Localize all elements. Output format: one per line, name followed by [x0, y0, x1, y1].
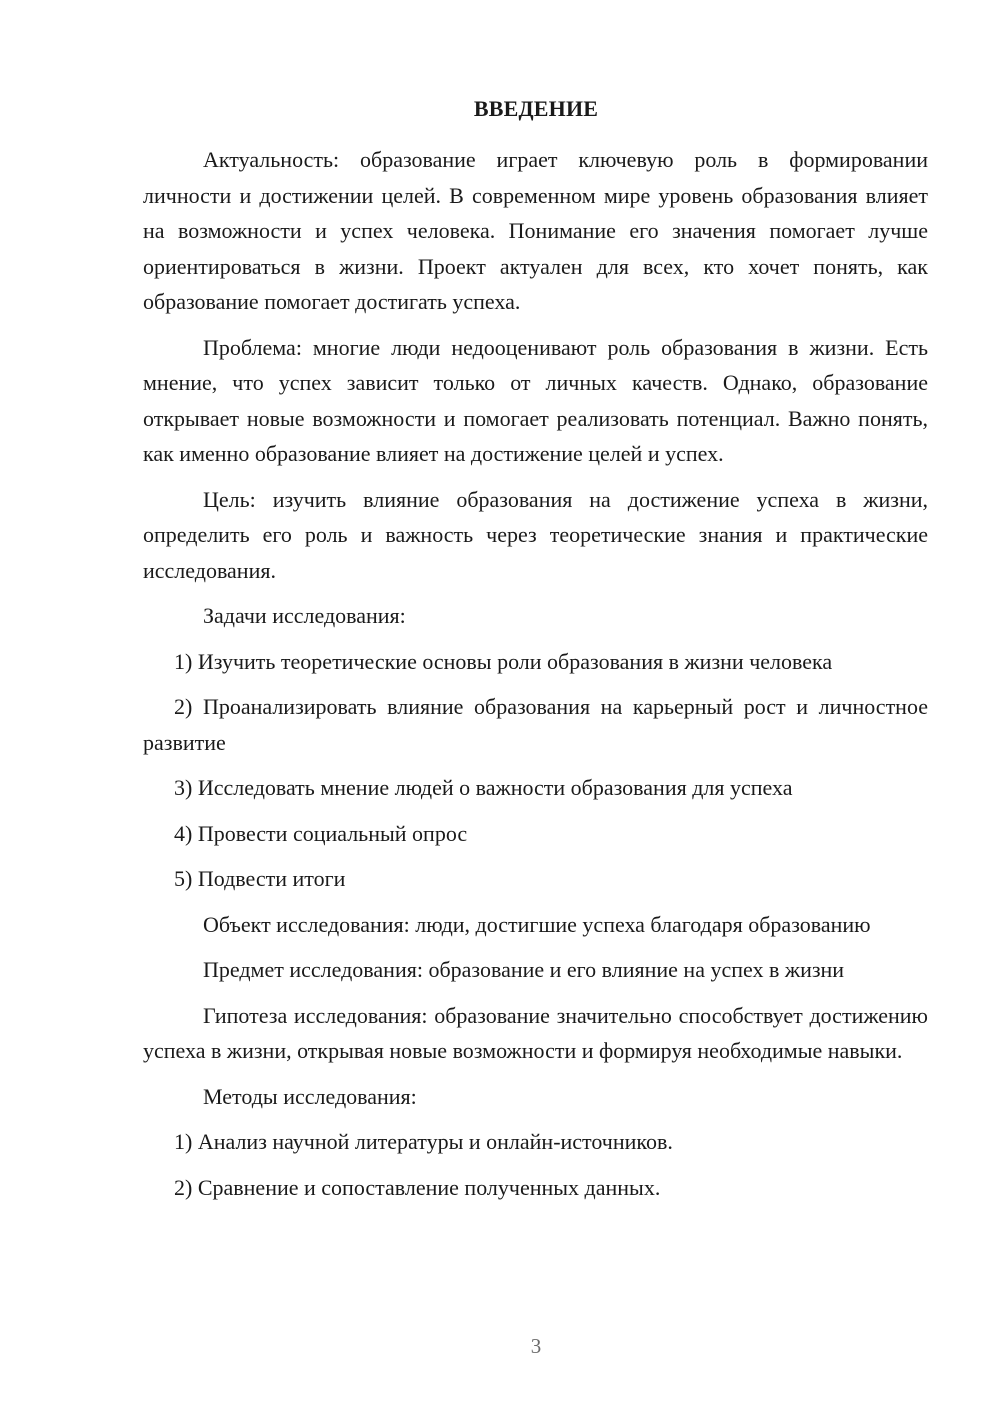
task-item-5: 5) Подвести итоги	[174, 866, 346, 891]
method-item-1: 1) Анализ научной литературы и онлайн-источников.	[174, 1129, 673, 1154]
tasks-heading: Задачи исследования:	[203, 603, 406, 628]
paragraph-relevance: Актуальность: образование играет ключевую роль в формировании личности и достижении целей. В современном мире уровень образования влияет на возможности и успех человека. Понимание его значения помогает лучше ориентироваться в жизни. Проект актуален для всех, кто хочет понять, как образование помогает достигать успеха.	[143, 147, 928, 314]
paragraph-problem: Проблема: многие люди недооценивают роль образования в жизни. Есть мнение, что успех зависит только от личных качеств. Однако, образование открывает новые возможности и помогает реализовать потенциал. Важно понять, как именно образование влияет на достижение целей и успех.	[143, 334, 928, 466]
paragraph-goal: Цель: изучить влияние образования на достижение успеха в жизни, определить его роль и важность через теоретические знания и практические исследования.	[143, 486, 928, 583]
paragraph-subject: Предмет исследования: образование и его влияние на успех в жизни	[203, 957, 845, 982]
document-body	[143, 142, 928, 1215]
section-title: ВВЕДЕНИЕ	[473, 96, 599, 121]
methods-heading: Методы исследования:	[203, 1083, 417, 1109]
task-item-1: 1) Изучить теоретические основы роли образования в жизни человека	[174, 648, 833, 674]
page-number: 3	[530, 1334, 542, 1358]
task-item-4: 4) Провести социальный опрос	[174, 820, 468, 846]
paragraph-object: Объект исследования: люди, достигшие успеха благодаря образованию	[203, 911, 871, 937]
task-item-3: 3) Исследовать мнение людей о важности образования для успеха	[174, 775, 793, 800]
paragraph-hypothesis: Гипотеза исследования: образование значительно способствует достижению успеха в жизни, открывая новые возможности и формируя необходимые навыки.	[143, 1002, 928, 1063]
method-item-2: 2) Сравнение и сопоставление полученных данных.	[174, 1174, 661, 1200]
task-item-2: 2) Проанализировать влияние образования на карьерный рост и личностное развитие	[143, 694, 928, 755]
